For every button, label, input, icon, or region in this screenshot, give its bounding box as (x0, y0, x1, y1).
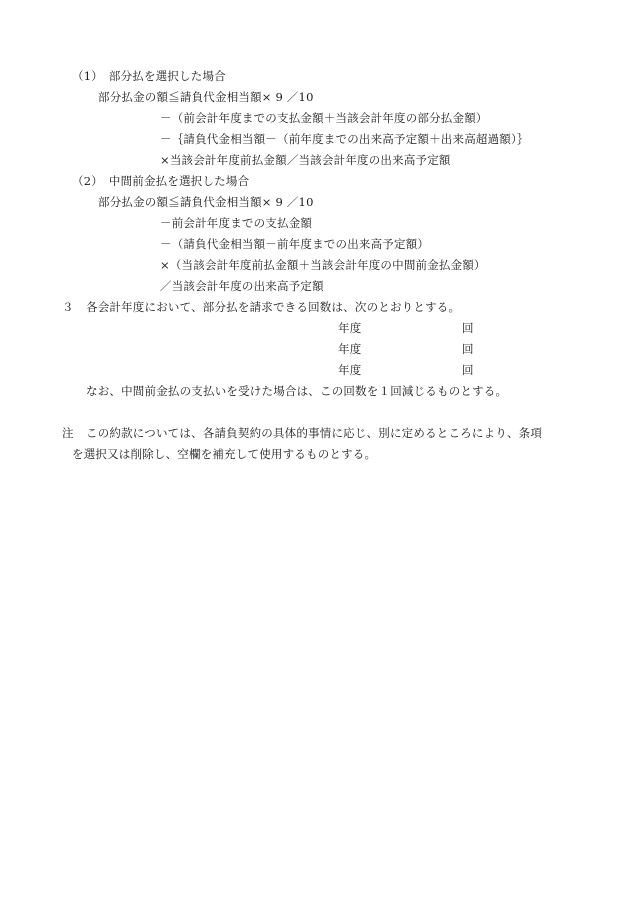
section-3-text: 各会計年度において、部分払を請求できる回数は、次のとおりとする。 (86, 300, 461, 314)
section-2-formula-line-2: －（請負代金相当額－前年度までの出来高予定額） (160, 237, 430, 251)
section-2-heading: （2） 中間前金払を選択した場合 (72, 174, 250, 188)
section-2-formula-line-3: ×（当該会計年度前払金額＋当該会計年度の中間前金払金額） (160, 258, 486, 272)
section-3-number: ３ (62, 300, 74, 314)
section-1-formula-line-1: －（前会計年度までの支払金額＋当該会計年度の部分払金額） (160, 111, 488, 125)
section-2-formula-line-1: －前会計年度までの支払金額 (160, 216, 313, 230)
row-1-year-label: 年度 (338, 321, 362, 335)
section-1-heading: （1） 部分払を選択した場合 (72, 69, 226, 83)
section-2-formula-line-4: ／当該会計年度の出来高予定額 (160, 279, 324, 293)
row-3-year-label: 年度 (338, 363, 362, 377)
footnote-line-2: を選択又は削除し、空欄を補充して使用するものとする。 (72, 447, 377, 461)
row-3-count-label: 回 (462, 363, 474, 377)
section-3-note: なお、中間前金払の支払いを受けた場合は、この回数を１回減じるものとする。 (86, 384, 508, 398)
section-1-formula-line-3: ×当該会計年度前払金額／当該会計年度の出来高予定額 (160, 153, 451, 167)
section-1-formula-line-2: －｛請負代金相当額－（前年度までの出来高予定額＋出来高超過額）｝ (160, 132, 529, 146)
footnote-label: 注 (62, 426, 74, 440)
section-1-formula-main: 部分払金の額≦請負代金相当額× 9 ／10 (98, 90, 314, 104)
footnote-line-1: この約款については、各請負契約の具体的事情に応じ、別に定めるところにより、条項 (86, 426, 543, 440)
row-2-count-label: 回 (462, 342, 474, 356)
row-2-year-label: 年度 (338, 342, 362, 356)
row-1-count-label: 回 (462, 321, 474, 335)
section-2-formula-main: 部分払金の額≦請負代金相当額× 9 ／10 (98, 195, 314, 209)
